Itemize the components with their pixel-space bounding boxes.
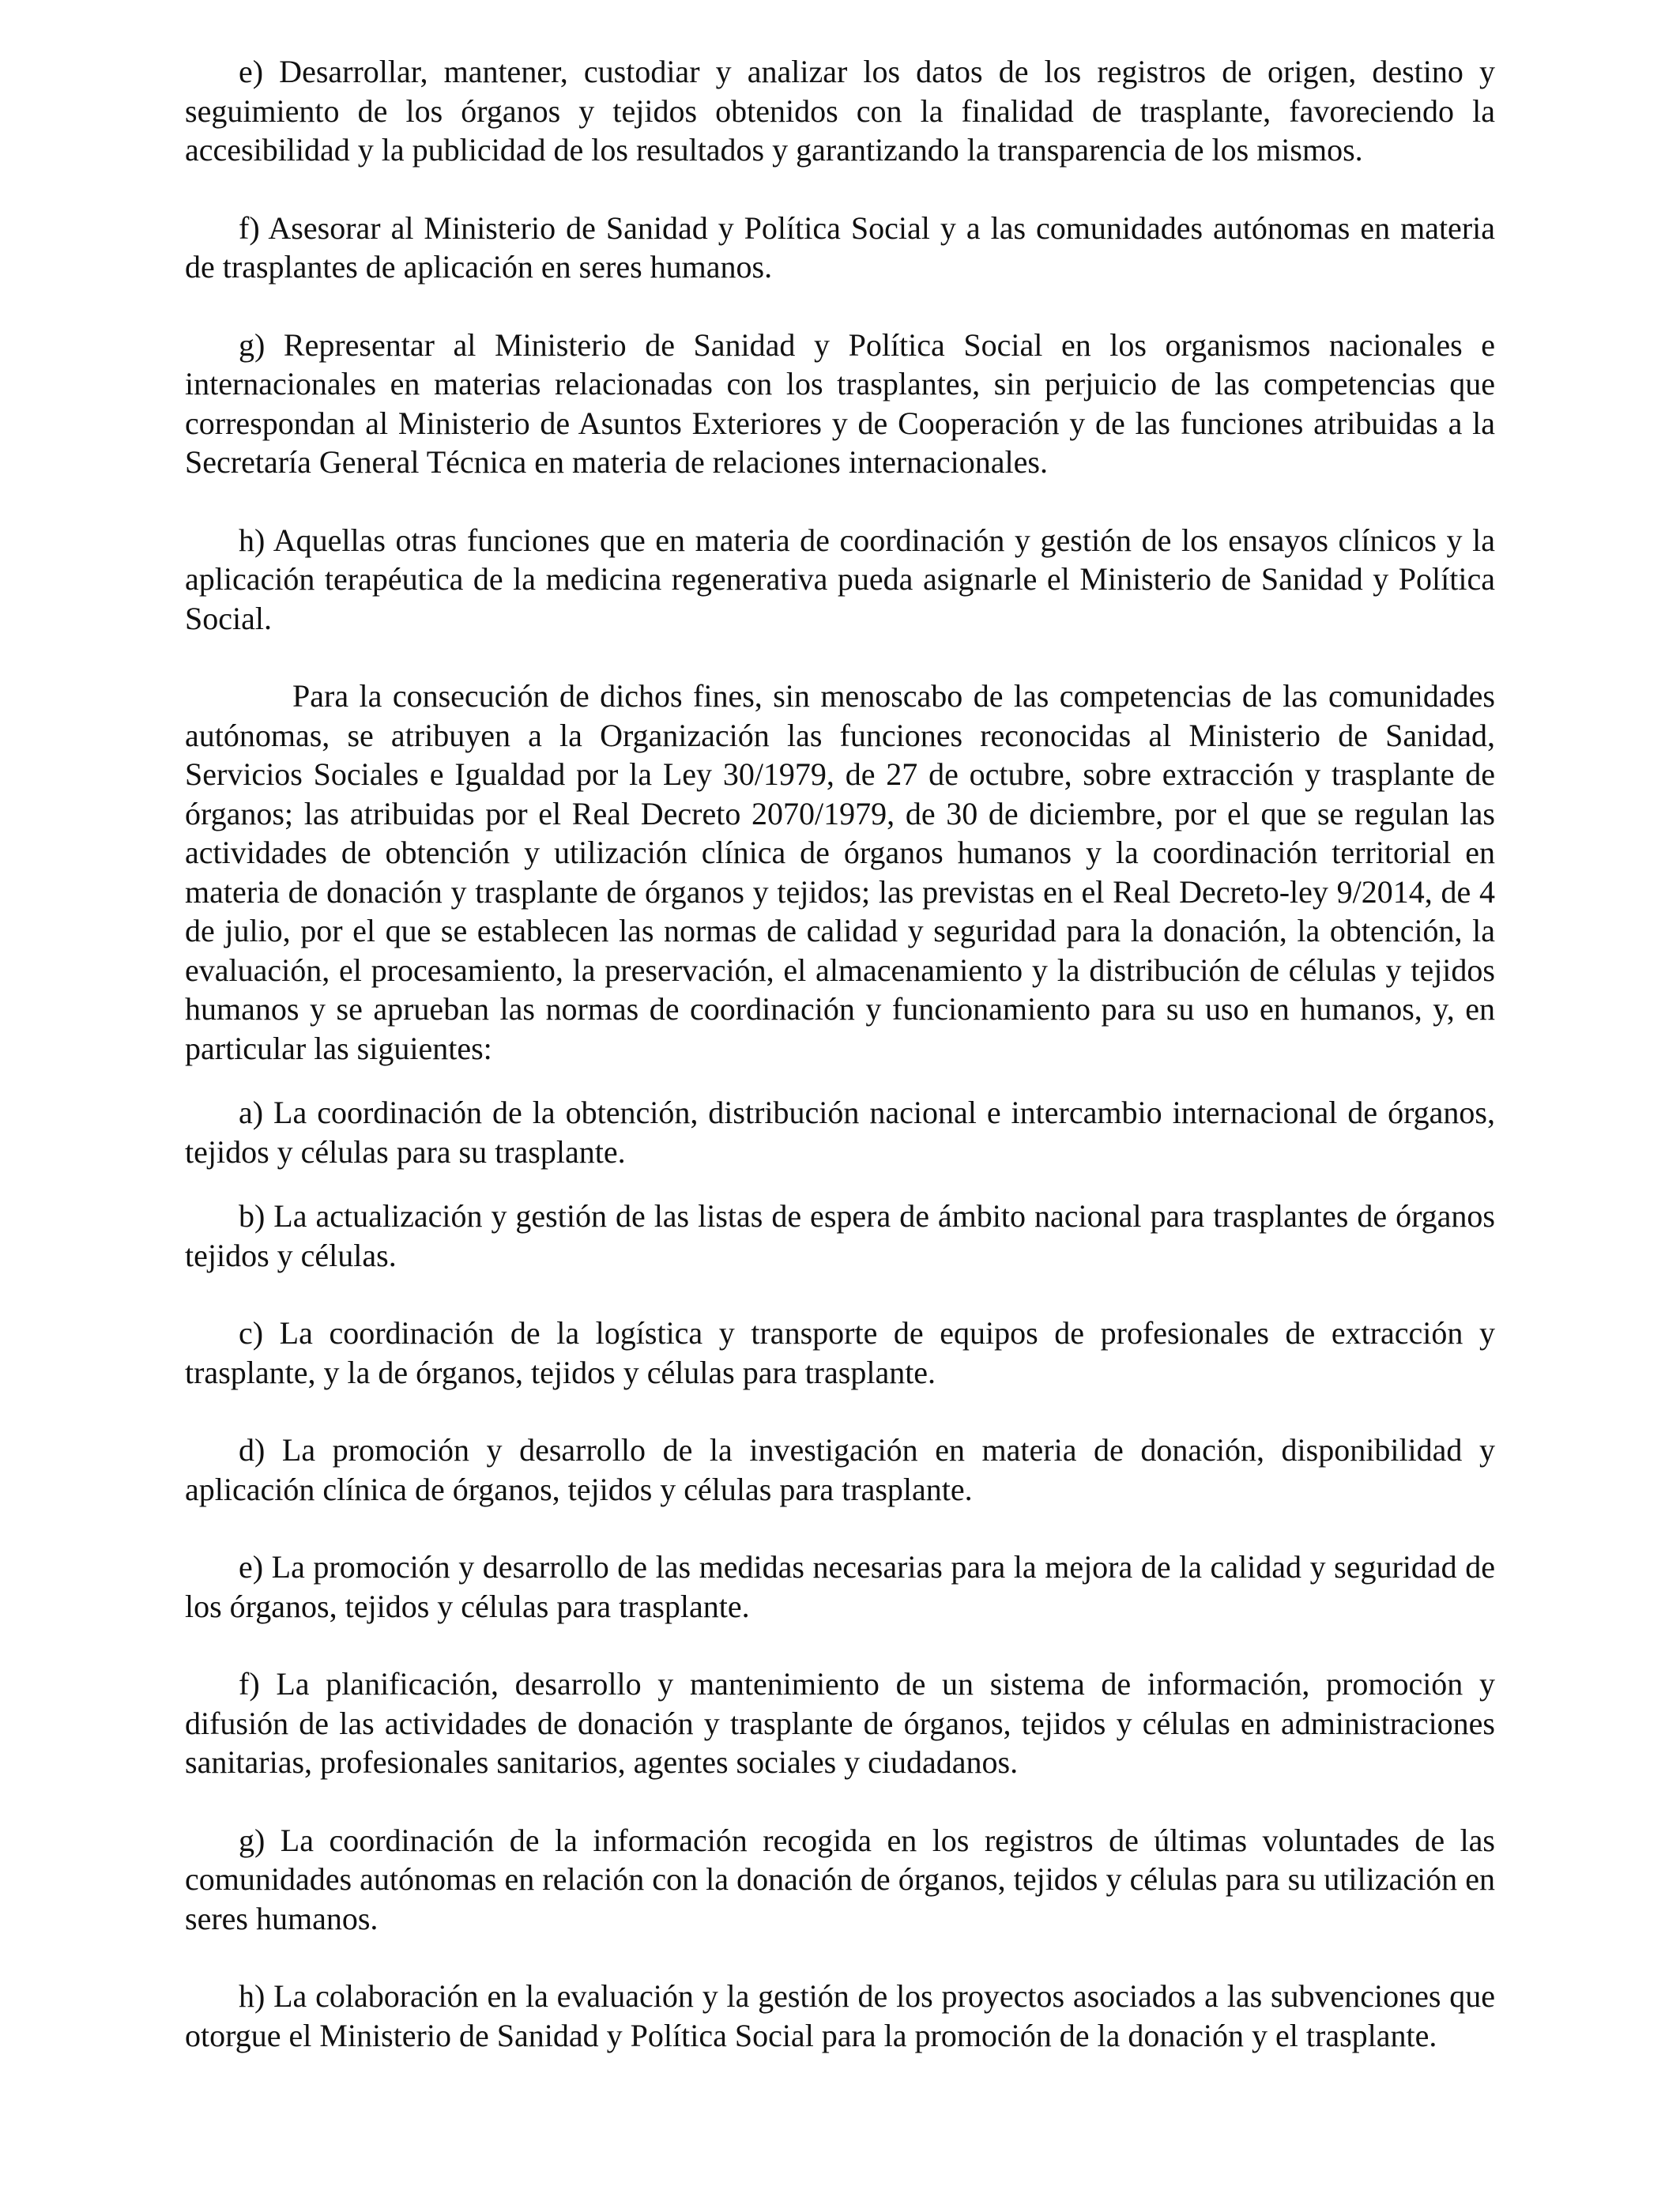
paragraph-d-investigacion: d) La promoción y desarrollo de la investigación en materia de donación, disponibilidad y aplicación clínica de órganos, tejidos y células para trasplante.: [185, 1432, 1495, 1507]
paragraph-f-informacion: f) La planificación, desarrollo y mantenimiento de un sistema de información, promoción y difusión de las actividades de donación y trasplante de órganos, tejidos y células en administraciones sanitarias, profesionales sanitarios, agentes sociales y ciudadanos.: [185, 1666, 1495, 1780]
paragraph-c-logistica: c) La coordinación de la logística y transporte de equipos de profesionales de extracción y trasplante, y la de órganos, tejidos y células para trasplante.: [185, 1315, 1495, 1390]
paragraph-f-asesorar: f) Asesorar al Ministerio de Sanidad y Política Social y a las comunidades autónomas en materia de trasplantes de aplicación en seres humanos.: [185, 209, 1495, 285]
paragraph-g-ultimas-voluntades: g) La coordinación de la información recogida en los registros de últimas voluntades de las comunidades autónomas en relación con la donación de órganos, tejidos y células para su utilización en seres humanos.: [185, 1822, 1495, 1936]
paragraph-h-otras-funciones: h) Aquellas otras funciones que en materia de coordinación y gestión de los ensayos clínicos y la aplicación terapéutica de la medicina regenerativa pueda asignarle el Ministerio de Sanidad y Política Social.: [185, 522, 1495, 636]
paragraph-e-registros: e) Desarrollar, mantener, custodiar y analizar los datos de los registros de origen, destino y seguimiento de los órganos y tejidos obtenidos con la finalidad de trasplante, favoreciendo la accesibilidad y la publicidad de los resultados y garantizando la transparencia de los mismos.: [185, 54, 1495, 168]
paragraph-intro-funciones: Para la consecución de dichos fines, sin menoscabo de las competencias de las comunidades autónomas, se atribuyen a la Organización las funciones reconocidas al Ministerio de Sanidad, Servicios Sociales e Igualdad por la Ley 30/1979, de 27 de octubre, sobre extracción y trasplante de órganos; las atribuidas por el Real Decreto 2070/1979, de 30 de diciembre, por el que se regulan las actividades de obtención y utilización clínica de órganos humanos y la coordinación territorial en materia de donación y trasplante de órganos y tejidos; las previstas en el Real Decreto-ley 9/2014, de 4 de julio, por el que se establecen las normas de calidad y seguridad para la donación, la obtención, la evaluación, el procesamiento, la preservación, el almacenamiento y la distribución de células y tejidos humanos y se aprueban las normas de coordinación y funcionamiento para su uso en humanos, y, en particular las siguientes:: [185, 678, 1495, 1066]
document-page: [185, 52, 1495, 2055]
paragraph-e-calidad: e) La promoción y desarrollo de las medidas necesarias para la mejora de la calidad y seguridad de los órganos, tejidos y células para trasplante.: [185, 1549, 1495, 1624]
paragraph-g-representar: g) Representar al Ministerio de Sanidad y Política Social en los organismos nacionales e internacionales en materias relacionadas con los trasplantes, sin perjuicio de las competencias que correspondan al Ministerio de Asuntos Exteriores y de Cooperación y de las funciones atribuidas a la Secretaría General Técnica en materia de relaciones internacionales.: [185, 326, 1495, 480]
paragraph-b-listas-espera: b) La actualización y gestión de las listas de espera de ámbito nacional para trasplantes de órganos tejidos y células.: [185, 1198, 1495, 1273]
paragraph-h-subvenciones: h) La colaboración en la evaluación y la gestión de los proyectos asociados a las subvenciones que otorgue el Ministerio de Sanidad y Política Social para la promoción de la donación y el trasplante.: [185, 1978, 1495, 2053]
paragraph-a-coordinacion: a) La coordinación de la obtención, distribución nacional e intercambio internacional de órganos, tejidos y células para su trasplante.: [185, 1095, 1495, 1170]
